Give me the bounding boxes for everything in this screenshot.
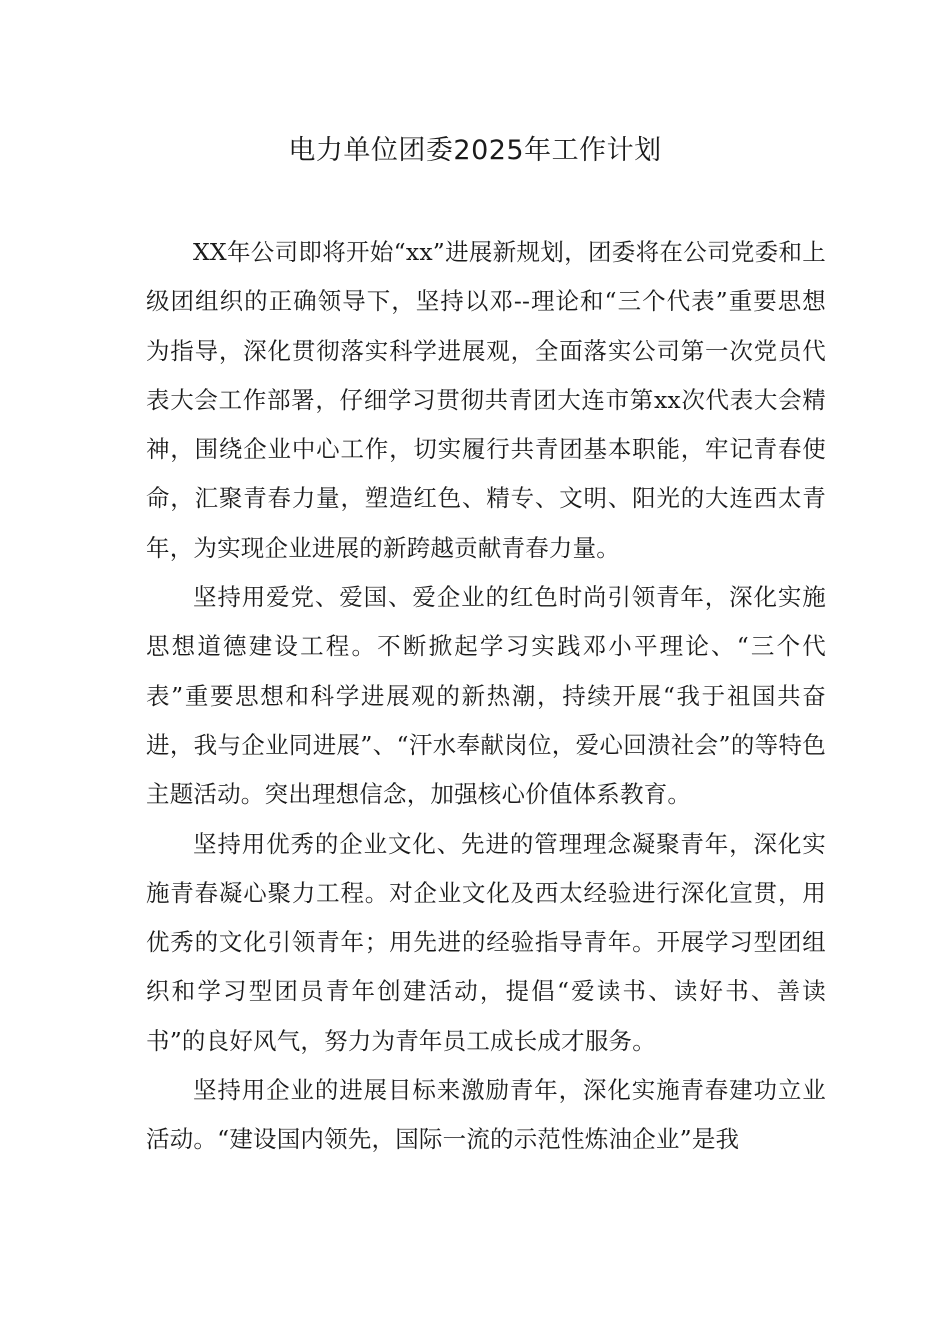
document-body — [146, 228, 826, 1165]
paragraph: 坚持用爱党、爱国、爱企业的红色时尚引领青年，深化实施思想道德建设工程。不断掀起学习实践邓小平理论、“三个代表”重要思想和科学进展观的新热潮，持续开展“我于祖国共奋进，我与企业同进展”、“汗水奉献岗位，爱心回溃社会”的等特色主题活动。突出理想信念，加强核心价值体系教育。 — [146, 583, 826, 809]
paragraph: 坚持用企业的进展目标来激励青年，深化实施青春建功立业活动。“建设国内领先，国际一流的示范性炼油企业”是我 — [146, 1076, 826, 1154]
paragraph: 坚持用优秀的企业文化、先进的管理理念凝聚青年，深化实施青春凝心聚力工程。对企业文化及西太经验进行深化宣贯，用优秀的文化引领青年；用先进的经验指导青年。开展学习型团组织和学习型团员青年创建活动，提倡“爱读书、读好书、善读书”的良好风气，努力为青年员工成长成才服务。 — [146, 829, 826, 1055]
document-title: 电力单位团委2025年工作计划 — [288, 135, 662, 166]
paragraph: XX年公司即将开始“xx”进展新规划，团委将在公司党委和上级团组织的正确领导下，坚持以邓--理论和“三个代表”重要思想为指导，深化贯彻落实科学进展观，全面落实公司第一次党员代表大会工作部署，仔细学习贯彻共青团大连市第xx次代表大会精神，围绕企业中心工作，切实履行共青团基本职能，牢记青春使命，汇聚青春力量，塑造红色、精专、文明、阳光的大连西太青年，为实现企业进展的新跨越贡献青春力量。 — [146, 238, 826, 562]
